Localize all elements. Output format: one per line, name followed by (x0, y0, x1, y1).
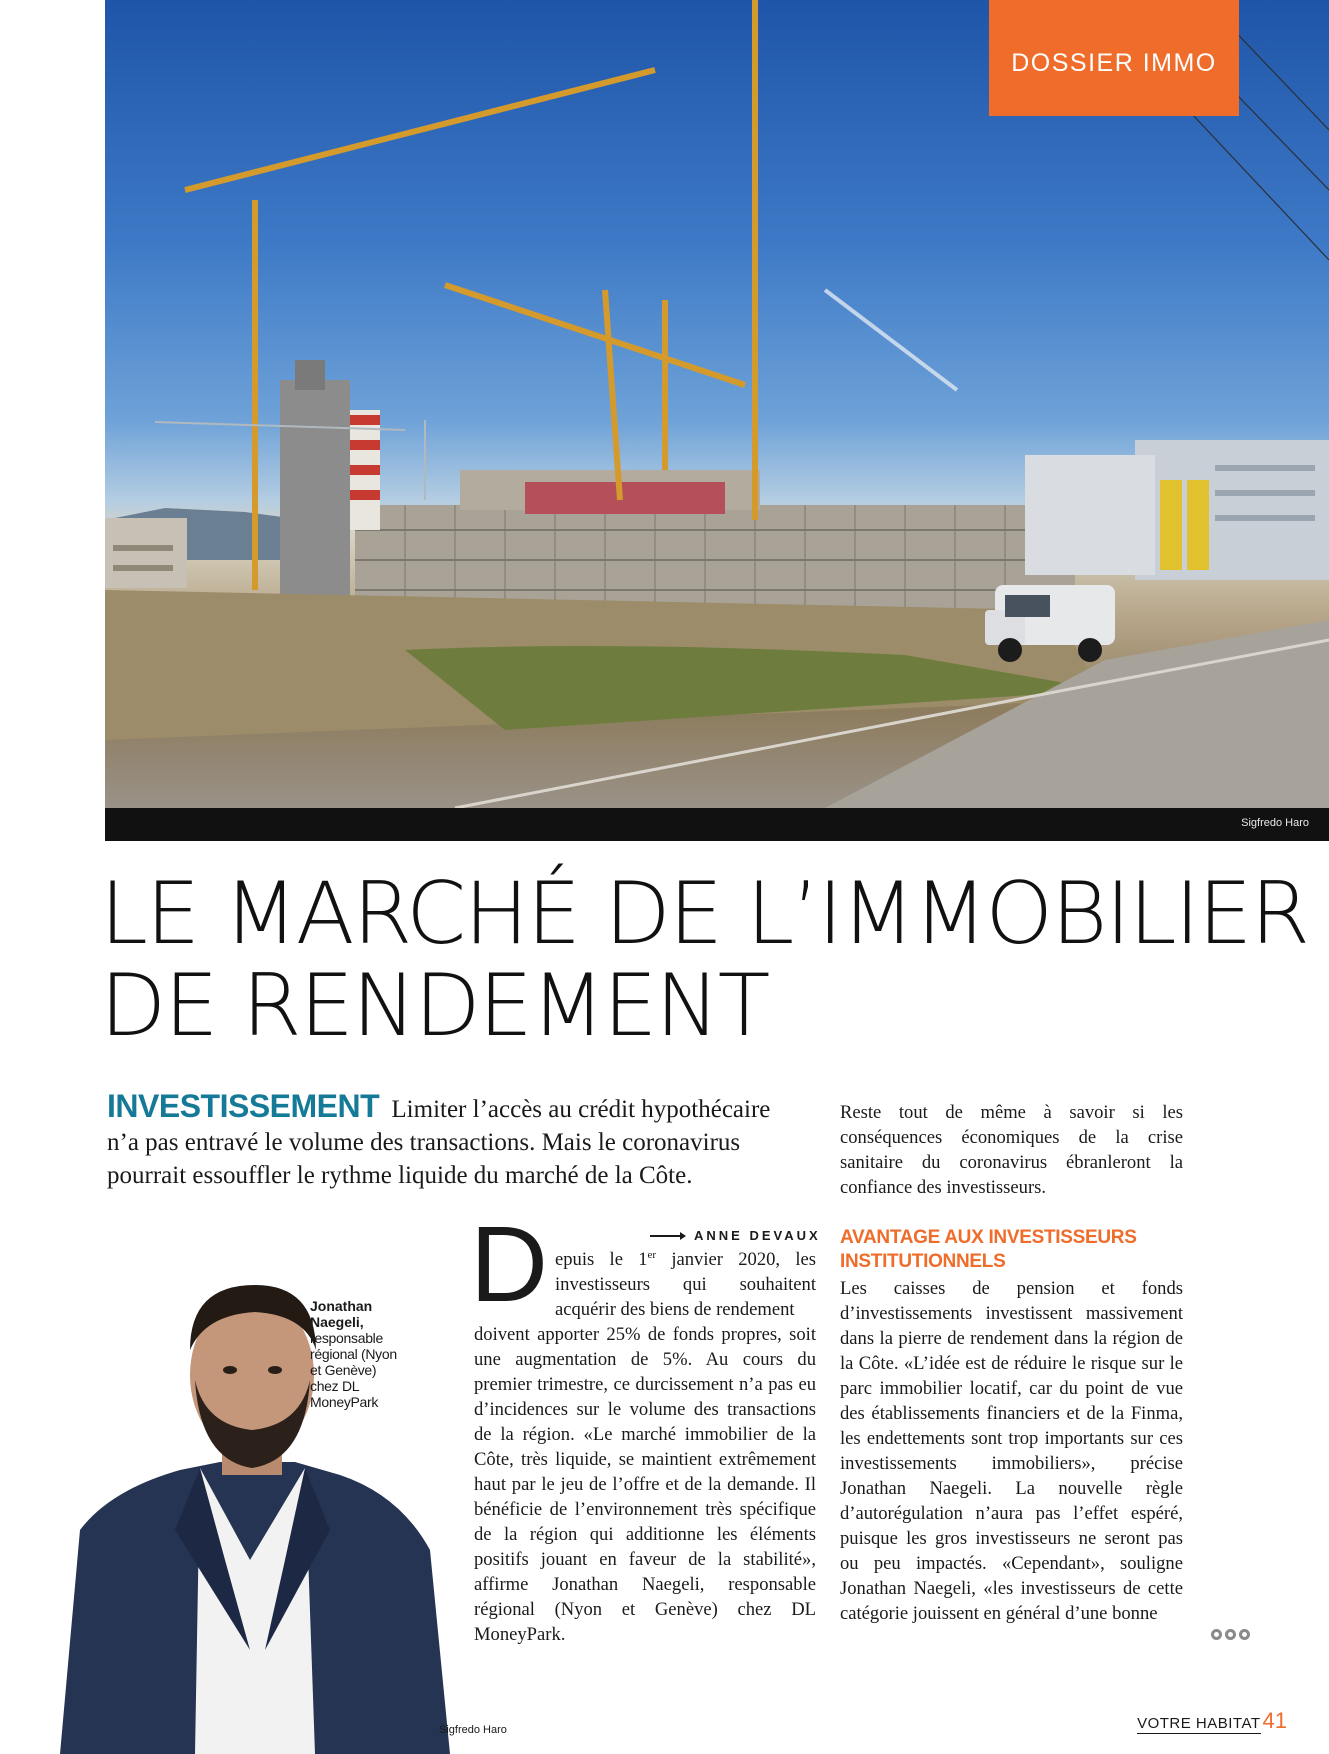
caption-name-1: Jonathan (310, 1298, 373, 1314)
article-subhead: AVANTAGE AUX INVESTISSEURS INSTITUTIONNELS (840, 1227, 1137, 1272)
photo-caption-strip (105, 808, 1329, 841)
caption-name-2: Naegeli, (310, 1314, 364, 1330)
headline-line-1: LE MARCHÉ DE L’IMMOBILIER (100, 864, 1309, 964)
continued-dots-icon (1211, 1629, 1250, 1640)
magazine-name: VOTRE HABITAT (1137, 1715, 1261, 1732)
caption-role-2: régional (Nyon (310, 1346, 397, 1362)
portrait-credit: Sigfredo Haro (439, 1724, 507, 1736)
caption-role-4: chez DL (310, 1378, 360, 1394)
caption-role-5: MoneyPark (310, 1394, 379, 1410)
lead-kicker: INVESTISSEMENT (107, 1088, 380, 1124)
portrait-caption (310, 1298, 430, 1410)
intro-text-a: epuis le 1 (555, 1249, 648, 1270)
hero-photo (105, 0, 1329, 808)
byline (650, 1228, 821, 1243)
article-column-right (840, 1227, 1183, 1626)
lead-text: Limiter l’accès au crédit hypothécaire n’a pas entravé le volume des transactions. Mais le coronavirus pourrait essouffler le rythme liquide du marché de la Côte. (107, 1096, 771, 1189)
intro-text-b: janvier 2020, les investisseurs qui souhaitent acquérir des biens de rendement (555, 1249, 816, 1320)
article-body-middle: doivent apporter 25% de fonds propres, soit une augmentation de 5%. Au cours du premier trimestre, ce durcissement n’a pas eu d’incidences sur le volume des transactions de la région. «Le marché immobilier de la Côte, très liquide, se maintient extrêmement haut par le jeu de l’offre et de la demande. Il bénéficie de l’environnement très spécifique de la région qui additionne les éléments positifs jouant en faveur de la stabilité», affirme Jonathan Naegeli, responsable régional (Nyon et Genève) chez DL MoneyPark. (474, 1324, 816, 1645)
drop-cap: D (470, 1203, 548, 1324)
page-number: 41 (1262, 1708, 1287, 1733)
headline-line-2: DE RENDEMENT (100, 956, 769, 1056)
intro-superscript: er (647, 1248, 657, 1261)
article-column-right-top: Reste tout de même à savoir si les conséquences économiques de la crise sanitaire du coronavirus ébranleront la confiance des investisseurs. (840, 1102, 1183, 1198)
caption-role-1: responsable (310, 1330, 383, 1346)
article-body-right: Les caisses de pension et fonds d’investissements investissent massivement dans la pierre de rendement dans la région de la Côte. «L’idée est de réduire le risque sur le parc immobilier locatif, car du point de vue des établissements financiers et de la Finma, les endettements sont trop importants sur ces investissements immobiliers», précise Jonathan Naegeli. La nouvelle règle d’autorégulation n’aura pas l’effet espéré, puisque les gros investisseurs ne seront pas ou peu impactés. «Cependant», souligne Jonathan Naegeli, «les investisseurs de cette catégorie jouissent en général d’une bonne (840, 1278, 1183, 1624)
byline-author: ANNE DEVAUX (694, 1228, 821, 1243)
article-column-middle (474, 1247, 816, 1647)
page-footer (1137, 1708, 1287, 1734)
article-intro (474, 1247, 816, 1322)
caption-role-3: et Genève) (310, 1362, 377, 1378)
photo-credit: Sigfredo Haro (1241, 817, 1309, 829)
article-headline (100, 864, 1320, 1056)
section-tag: DOSSIER IMMO (989, 0, 1239, 116)
article-lead (107, 1090, 807, 1192)
byline-arrow-icon (650, 1235, 684, 1237)
